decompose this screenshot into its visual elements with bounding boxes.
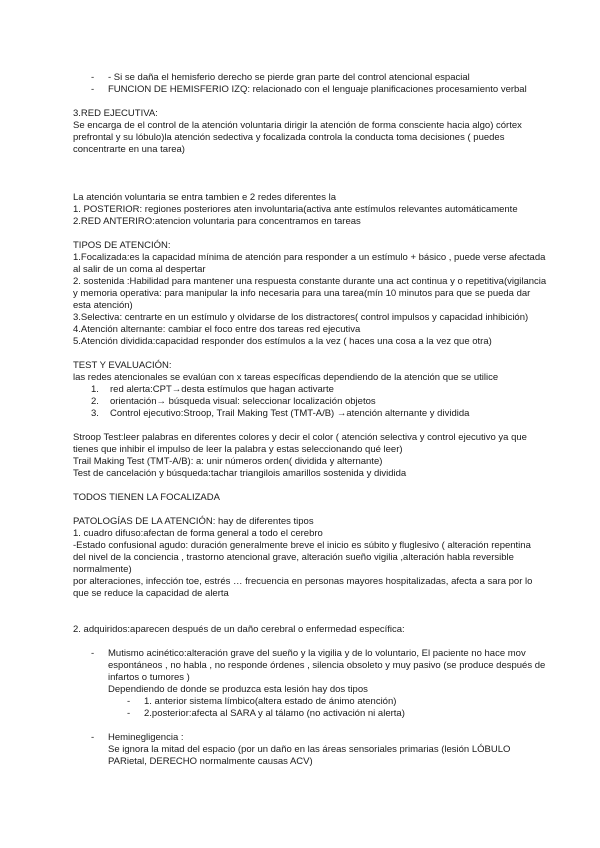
paragraph-line: 1. POSTERIOR: regiones posteriores aten involuntaria(activa ante estímulos relevantes automáticamente [73,204,518,215]
paragraph-line: 3.Selectiva: centrarte en un estímulo y olvidarse de los distractores( control impulsos y capacidad inhibición) [73,312,529,323]
paragraph-line: esta atención) [73,300,133,311]
paragraph-line: 1.Focalizada:es la capacidad mínima de atención para responder a un estímulo + básico , puede verse afectada [73,252,546,263]
paragraph-line: concentrarte en una tarea) [73,144,185,155]
paragraph-line: Test de cancelación y búsqueda:tachar triangilois amarillos sostenida y dividida [73,468,407,479]
paragraph-line: PARietal, DERECHO normalmente causas ACV) [108,756,313,767]
paragraph-line: al salir de un coma al despertar [73,264,206,275]
list-number: 2. [91,396,99,407]
section-heading-tipos: TIPOS DE ATENCIÓN: [73,240,171,251]
bullet-text: FUNCION DE HEMISFERIO IZQ: relacionado con el lenguaje planificaciones procesamiento verbal [108,84,527,95]
paragraph-line: 2.RED ANTERIRO:atencion voluntaria para concentramos en tareas [73,216,361,227]
paragraph-line: 1. cuadro difuso:afectan de forma general a todo el cerebro [73,528,323,539]
sub-bullet-dash: - [127,708,131,719]
bullet-text: - Si se daña el hemisferio derecho se pierde gran parte del control atencional espacial [108,72,470,83]
section-heading-todos: TODOS TIENEN LA FOCALIZADA [73,492,220,503]
list-item: Control ejecutivo:Stroop, Trail Making Test (TMT-A/B) →atención alternante y dividida [110,408,470,419]
list-item: orientación→ búsqueda visual: seleccionar localización objetos [110,396,376,407]
paragraph-line: normalmente) [73,564,132,575]
section-heading-adquiridos: 2. adquiridos:aparecen después de un daño cerebral o enfermedad específica: [73,624,405,635]
paragraph-line: Se ignora la mitad del espacio (por un daño en las áreas sensoriales primarias (lesión LÓBULO [108,744,511,755]
paragraph-line: por alteraciones, infección toe, estrés … frecuencia en personas mayores hospitalizadas, afecta a sara por lo [73,576,533,587]
list-number: 1. [91,384,99,395]
bullet-dash: - [91,84,95,95]
paragraph-line: Dependiendo de donde se produzca esta lesión hay dos tipos [108,684,368,695]
paragraph-line: 4.Atención alternante: cambiar el foco entre dos tareas red ejecutiva [73,324,361,335]
paragraph-line: y memoria operativa: para manipular la info necesaria para una tarea(mín 10 minutos para que se pueda dar [73,288,531,299]
paragraph-line: -Estado confusional agudo: duración generalmente breve el inicio es súbito y fluglesivo ( alteración repentina [73,540,531,551]
paragraph-line: espontáneos , no habla , no responde órdenes , silencia obsoleto y muy pasivo (se produce después de [108,660,546,671]
paragraph-line: Trail Making Test (TMT-A/B): a: unir números orden( dividida y alternante) [73,456,383,467]
paragraph-line: Se encarga de el control de la atención voluntaria dirigir la atención de forma consciente hacia algo) córtex [73,120,522,131]
paragraph-line: prefrontal y su lóbulo)la atención sedectiva y focalizada controla la conducta toma decisiones ( puedes [73,132,505,143]
section-heading-patologias: PATOLOGÍAS DE LA ATENCIÓN: hay de diferentes tipos [73,516,314,527]
paragraph-line: Stroop Test:leer palabras en diferentes colores y decir el color ( atención selectiva y control ejecutivo ya que [73,432,527,443]
sub-bullet-text: 2.posterior:afecta al SARA y al tálamo (no activación ni alerta) [144,708,405,719]
paragraph-line: infartos o tumores ) [108,672,190,683]
list-number: 3. [91,408,99,419]
paragraph-line: Heminegligencia : [108,732,184,743]
bullet-dash: - [91,648,95,659]
section-heading-red-ejecutiva: 3.RED EJECUTIVA: [73,108,158,119]
paragraph-line: 2. sostenida :Habilidad para mantener una respuesta constante durante una act continua y o repetitiva(vigilancia [73,276,547,287]
paragraph-line: del nivel de la conciencia , trastorno atencional grave, alteración sueño vigilia ,alteración habla reversible [73,552,514,563]
list-item: red alerta:CPT→desta estímulos que hagan activarte [110,384,334,395]
paragraph-line: tienes que inhibir el impulso de leer la palabra y estas seleccionando qué leer) [73,444,403,455]
bullet-dash: - [91,72,95,83]
section-heading-test: TEST Y EVALUACIÓN: [73,360,172,371]
paragraph-line: La atención voluntaria se entra tambien e 2 redes diferentes la [73,192,336,203]
paragraph-line: las redes atencionales se evalúan con x tareas específicas dependiendo de la atención que se utilice [73,372,499,383]
sub-bullet-dash: - [127,696,131,707]
paragraph-line: 5.Atención dividida:capacidad responder dos estímulos a la vez ( haces una cosa a la vez que otra) [73,336,492,347]
paragraph-line: Mutismo acinético:alteración grave del sueño y la vigilia y de lo voluntario, El paciente no hace mov [108,648,526,659]
bullet-dash: - [91,732,95,743]
sub-bullet-text: 1. anterior sistema límbico(altera estado de ánimo atención) [144,696,397,707]
paragraph-line: que se reduce la capacidad de alerta [73,588,229,599]
